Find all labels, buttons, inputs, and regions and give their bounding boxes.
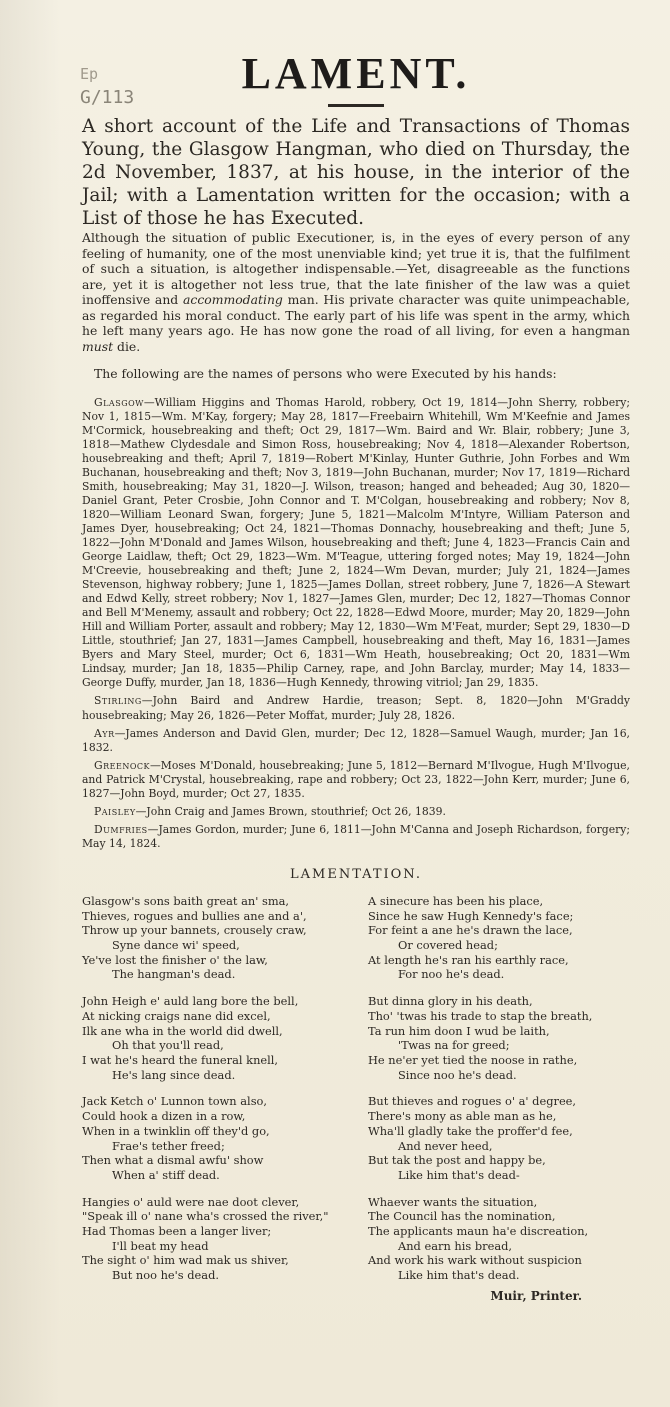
poem-line: Throw up your bannets, crousely craw,	[82, 923, 307, 938]
poem-line: 'Twas na for greed;	[398, 1038, 510, 1053]
execution-details: —John Baird and Andrew Hardie, treason; Sept. 8, 1820—John M'Graddy housebreaking; May 26, 1826—Peter Moffat, murder; July 28, 1826.	[82, 694, 630, 722]
poem-line: The applicants maun ha'e discreation,	[368, 1224, 589, 1239]
execution-entry	[82, 823, 630, 851]
poem-line: Since he saw Hugh Kennedy's face;	[368, 908, 574, 923]
poem-line: A sinecure has been his place,	[368, 893, 544, 908]
poem-line: Or covered head;	[398, 938, 498, 953]
poem-stanza	[368, 894, 630, 982]
poem-line: "Speak ill o' nane wha's crossed the river,"	[82, 1209, 329, 1224]
poem-stanza	[82, 894, 344, 982]
poem-line: When in a twinklin off they'd go,	[82, 1123, 270, 1138]
poem-line: There's mony as able man as he,	[368, 1109, 557, 1124]
poem-line: But tak the post and happy be,	[368, 1153, 546, 1168]
poem-line: And work his wark without suspicion	[368, 1253, 582, 1268]
execution-entry	[82, 694, 630, 722]
poem-stanza	[368, 994, 630, 1082]
poem-line: Since noo he's dead.	[398, 1067, 517, 1082]
intro-text-c: die.	[113, 338, 141, 354]
poem-line: At nicking craigs nane did excel,	[82, 1008, 271, 1023]
poem-line: The Council has the nomination,	[368, 1209, 556, 1224]
poem-line: Ilk ane wha in the world did dwell,	[82, 1023, 283, 1038]
poem-line: But thieves and rogues o' a' degree,	[368, 1094, 577, 1109]
printer-imprint: Muir, Printer.	[490, 1288, 582, 1303]
intro-text-b: man. His private character was quite unimpeachable, as regarded his moral conduct. The early part of his life was spent in the army, which he left many years ago. He has now gone the road of all living, for even a hangman	[82, 292, 630, 338]
poem-line: Could hook a dizen in a row,	[82, 1109, 246, 1124]
poem-line: Ta run him doon I wud be laith,	[368, 1023, 550, 1038]
page-title: LAMENT.	[241, 49, 471, 98]
poem-line: John Heigh e' auld lang bore the bell,	[82, 994, 299, 1009]
poem-line: Oh that you'll read,	[112, 1038, 224, 1053]
execution-details: —Moses M'Donald, housebreaking; June 5, 1812—Bernard M'Ilvogue, Hugh M'Ilvogue, and Patrick M'Crystal, housebreaking, rape and robbery; Oct 23, 1822—John Kerr, murder; June 6, 1827—John Boyd, murder; Oct 27, 1835.	[82, 758, 630, 800]
execution-place: Dumfries	[94, 822, 148, 836]
poem-line: The hangman's dead.	[112, 967, 236, 982]
poem-line: Jack Ketch o' Lunnon town also,	[82, 1094, 268, 1109]
execution-details: —James Gordon, murder; June 6, 1811—John M'Canna and Joseph Richardson, forgery; May 14, 1824.	[82, 822, 630, 850]
poem-line: Ye've lost the finisher o' the law,	[82, 952, 268, 967]
poem-stanza	[82, 1195, 344, 1283]
execution-entry	[82, 396, 630, 691]
poem-line: And earn his bread,	[398, 1238, 513, 1253]
subtitle: A short account of the Life and Transactions of Thomas Young, the Glasgow Hangman, who died on Thursday, the 2d November, 1837, at his house, in the interior of the Jail; with a Lamentation written for the occasion; with a List of those he has Executed.	[82, 116, 630, 229]
pencil-note-line2: G/113	[80, 87, 135, 108]
execution-details: —John Craig and James Brown, stouthrief; Oct 26, 1839.	[135, 804, 446, 818]
poem-line: Hangies o' auld were nae doot clever,	[82, 1194, 300, 1209]
poem-line: Like him that's dead.	[398, 1268, 520, 1283]
poem-line: Frae's tether freed;	[112, 1138, 225, 1153]
poem-column-right	[368, 894, 630, 1295]
poem-line: Glasgow's sons baith great an' sma,	[82, 893, 290, 908]
execution-details: —James Anderson and David Glen, murder; Dec 12, 1828—Samuel Waugh, murder; Jan 16, 1832.	[82, 726, 630, 754]
poem-line: He ne'er yet tied the noose in rathe,	[368, 1052, 578, 1067]
execution-entry	[82, 805, 630, 819]
poem-line: Wha'll gladly take the proffer'd fee,	[368, 1123, 573, 1138]
poem-line: Syne dance wi' speed,	[112, 938, 240, 953]
execution-place: Stirling	[94, 694, 142, 708]
title-divider	[328, 104, 384, 107]
poem-line: Whaever wants the situation,	[368, 1194, 538, 1209]
poem-line: But noo he's dead.	[112, 1268, 219, 1283]
poem-line: Thieves, rogues and bullies ane and a',	[82, 908, 307, 923]
intro-emphasis-2: must	[82, 338, 114, 354]
poem-line: Had Thomas been a langer liver;	[82, 1224, 272, 1239]
poem-line: The sight o' him wad mak us shiver,	[82, 1253, 289, 1268]
poem-line: I wat he's heard the funeral knell,	[82, 1052, 279, 1067]
poem-stanza	[368, 1094, 630, 1182]
poem-stanza	[82, 994, 344, 1082]
poem-line: Then what a dismal awfu' show	[82, 1153, 264, 1168]
lamentation-heading: LAMENTATION.	[290, 866, 422, 882]
poem-line: But dinna glory in his death,	[368, 994, 533, 1009]
execution-entry	[82, 727, 630, 755]
execution-details: —William Higgins and Thomas Harold, robbery, Oct 19, 1814—John Sherry, robbery; Nov 1, 1815—Wm. M'Kay, forgery; May 28, 1817—Freebairn Whitehill, Wm M'Keefnie and James M'Cormick, housebreaking and theft; Oct 29, 1817—Wm. Baird and Wr. Blair, robbery; June 3, 1818—Mathew Clydesdale and Simon Ross, housebreaking; Nov 4, 1818—Alexander Robertson, housebreaking and theft; April 7, 1819—Robert M'Kinlay, Hunter Guthrie, John Forbes and Wm Buchanan, housebreaking and theft; Nov 3, 1819—John Buchanan, murder; Nov 17, 1819—Richard Smith, housebreaking; May 31, 1820—J. Wilson, treason; hanged and beheaded; Aug 30, 1820—Daniel Grant, Peter Crosbie, John Connor and T. M'Colgan, housebreaking and robbery; Nov 8, 1820—William Leonard Swan, forgery; June 5, 1821—Malcolm M'Intyre, William Paterson and James Dyer, housebreaking; Oct 24, 1821—Thomas Donnachy, housebreaking and theft; June 5, 1822—John M'Donald and James Wilson, housebreaking and theft; June 4, 1823—Francis Cain and George Laidlaw, theft; Oct 29, 1823—Wm. M'Teague, uttering forged notes; May 19, 1824—John M'Creevie, housebreaking and theft; June 2, 1824—Wm Devan, murder; July 21, 1824—James Stevenson, highway robbery; June 1, 1825—James Dollan, street robbery, June 7, 1826—A Stewart and Edwd Kelly, street robbery; Nov 1, 1827—James Glen, murder; Dec 12, 1827—Thomas Connor and Bell M'Menemy, assault and robbery; Oct 22, 1828—Edwd Moore, murder; May 20, 1829—John Hill and William Porter, assault and robbery; May 12, 1830—Wm M'Feat, murder; Sept 29, 1830—D Little, stouthrief; Jan 27, 1831—James Campbell, housebreaking and theft, May 16, 1831—James Byers and Mary Steel, murder; Oct 6, 1831—Wm Heath, housebreaking; Oct 20, 1831—Wm Lindsay, murder; Jan 18, 1835—Philip Carney, rape, and John Barclay, murder; May 14, 1833—George Duffy, murder, Jan 18, 1836—Hugh Kennedy, throwing vitriol; Jan 29, 1835.	[82, 395, 630, 690]
execution-place: Glasgow	[94, 395, 144, 409]
executions-list	[82, 396, 630, 851]
age-stain	[0, 0, 60, 1407]
poem-line: I'll beat my head	[112, 1238, 209, 1253]
intro-text-a: Although the situation of public Executioner, is, in the eyes of every person of any feeling of humanity, one of the most unenviable kind; yet true it is, that the fulfilment of such a situation, is altogether indispensable.—Yet, disagreeable as the functions are, yet it is altogether not less true, that the late finisher of the law was a quiet inoffensive and	[82, 230, 630, 307]
execution-place: Ayr	[94, 726, 115, 740]
execution-place: Greenock	[94, 758, 150, 772]
poem-line: Like him that's dead-	[398, 1167, 520, 1182]
poem-column-left	[82, 894, 344, 1295]
list-lead-in: The following are the names of persons who were Executed by his hands:	[94, 366, 557, 381]
pencil-note-line1: Ep	[80, 65, 99, 83]
lamentation-poem	[82, 894, 630, 1295]
poem-line: At length he's ran his earthly race,	[368, 952, 569, 967]
poem-line: When a' stiff dead.	[112, 1167, 220, 1182]
poem-stanza	[82, 1094, 344, 1182]
intro-emphasis-1: accommodating	[183, 292, 283, 307]
execution-place: Paisley	[94, 804, 136, 818]
intro-paragraph	[82, 230, 630, 354]
poem-line: Tho' 'twas his trade to stap the breath,	[368, 1008, 593, 1023]
execution-entry	[82, 759, 630, 801]
poem-line: And never heed,	[398, 1138, 493, 1153]
poem-line: For noo he's dead.	[398, 967, 505, 982]
poem-stanza	[368, 1195, 630, 1283]
poem-line: For feint a ane he's drawn the lace,	[368, 923, 573, 938]
poem-line: He's lang since dead.	[112, 1067, 236, 1082]
pencil-catalogue-note	[80, 62, 135, 110]
